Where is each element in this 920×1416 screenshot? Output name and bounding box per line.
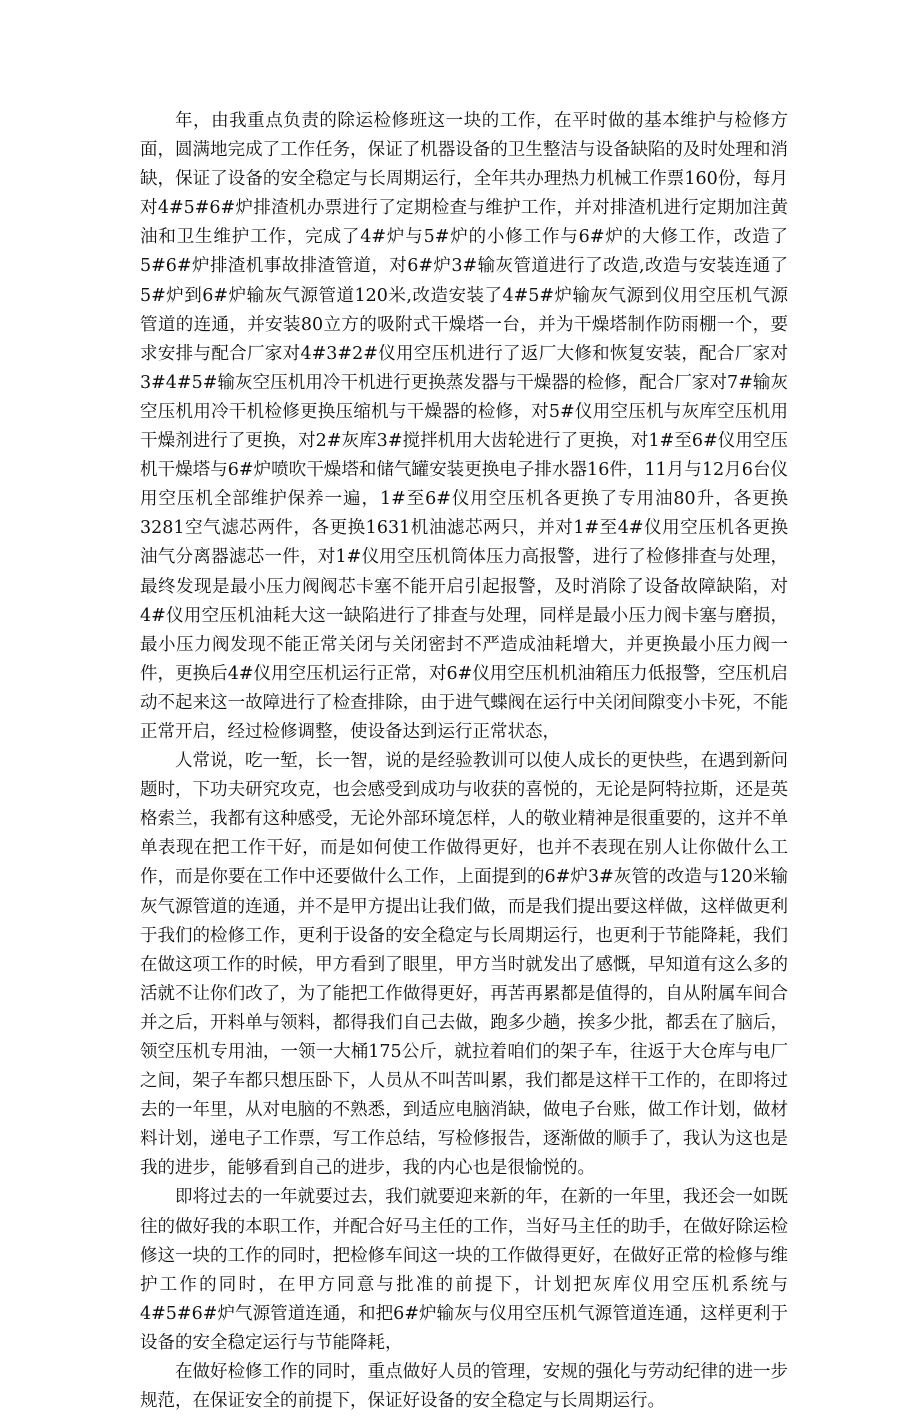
document-body xyxy=(140,107,788,1416)
paragraph-experience: 人常说，吃一堑，长一智，说的是经验教训可以使人成长的更快些，在遇到新问题时，下功夫研究攻克，也会感受到成功与收获的喜悦的，无论是阿特拉斯，还是英格索兰，我都有这种感受，无论外部环境怎样，人的敬业精神是很重要的，这并不单单表现在把工作干好，而是如何使工作做得更好，也并不表现在别人让你做什么工作，而是你要在工作中还要做什么工作，上面提到的6#炉3#灰管的改造与120米输灰气源管道的连通，并不是甲方提出让我们做，而是我们提出要这样做，这样做更利于我们的检修工作，更利于设备的安全稳定与长周期运行，也更利于节能降耗，我们在做这项工作的时候，甲方看到了眼里，甲方当时就发出了感慨，早知道有这么多的活就不让你们改了，为了能把工作做得更好，再苦再累都是值得的，自从附属车间合并之后，开料单与领料，都得我们自己去做，跑多少趟，挨多少批，都丢在了脑后，领空压机专用油，一领一大桶175公斤，就拉着咱们的架子车，往返于大仓库与电厂之间，架子车都只想压卧下，人员从不叫苦叫累，我们都是这样干工作的，在即将过去的一年里，从对电脑的不熟悉，到适应电脑消缺，做电子台账，做工作计划，做材料计划，递电子工作票，写工作总结，写检修报告，逐渐做的顺手了，我认为这也是我的进步，能够看到自己的进步，我的内心也是很愉悦的。 xyxy=(140,751,788,1179)
paragraph-work-summary: 年，由我重点负责的除运检修班这一块的工作，在平时做的基本维护与检修方面，圆满地完成了工作任务，保证了机器设备的卫生整洁与设备缺陷的及时处理和消缺，保证了设备的安全稳定与长周期运行，全年共办理热力机械工作票160份，每月对4#5#6#炉排渣机办票进行了定期检查与维护工作，并对排渣机进行定期加注黄油和卫生维护工作，完成了4#炉与5#炉的小修工作与6#炉的大修工作，改造了5#6#炉排渣机事故排渣管道，对6#炉3#输灰管道进行了改造,改造与安装连通了5#炉到6#炉输灰气源管道120米,改造安装了4#5#炉输灰气源到仪用空压机气源管道的连通，并安装80立方的吸附式干燥塔一台，并为干燥塔制作防雨棚一个，要求安排与配合厂家对4#3#2#仪用空压机进行了返厂大修和恢复安装，配合厂家对3#4#5#输灰空压机用冷干机进行更换蒸发器与干燥器的检修，配合厂家对7#输灰空压机用冷干机检修更换压缩机与干燥器的检修，对5#仪用空压机与灰库空压机用干燥剂进行了更换，对2#灰库3#搅拌机用大齿轮进行了更换，对1#至6#仪用空压机干燥塔与6#炉喷吹干燥塔和储气罐安装更换电子排水器16件，11月与12月6台仪用空压机全部维护保养一遍，1#至6#仪用空压机各更换了专用油80升，各更换3281空气滤芯两件，各更换1631机油滤芯两只，并对1#至4#仪用空压机各更换油气分离器滤芯一件，对1#仪用空压机筒体压力高报警，进行了检修排查与处理，最终发现是最小压力阀阀芯卡塞不能开启引起报警，及时消除了设备故障缺陷，对4#仪用空压机油耗大这一缺陷进行了排查与处理，同样是最小压力阀卡塞与磨损，最小压力阀发现不能正常关闭与关闭密封不严造成油耗增大，并更换最小压力阀一件，更换后4#仪用空压机运行正常，对6#仪用空压机机油箱压力低报警，空压机启动不起来这一故障进行了检查排除，由于进气蝶阀在运行中关闭间隙变小卡死，不能正常开启，经过检修调整，使设备达到运行正常状态， xyxy=(140,111,788,742)
paragraph-next-year-plan: 即将过去的一年就要过去，我们就要迎来新的年，在新的一年里，我还会一如既往的做好我的本职工作，并配合好马主任的工作，当好马主任的助手，在做好除运检修这一块的工作的同时，把检修车间这一块的工作做得更好，在做好正常的检修与维护工作的同时，在甲方同意与批准的前提下，计划把灰库仪用空压机系统与4#5#6#炉气源管道连通，和把6#炉输灰与仪用空压机气源管道连通，这样更利于设备的安全稳定运行与节能降耗， xyxy=(140,1187,788,1353)
paragraph-management: 在做好检修工作的同时，重点做好人员的管理，安规的强化与劳动纪律的进一步规范，在保证安全的前提下，保证好设备的安全稳定与长周期运行。 xyxy=(140,1362,788,1412)
